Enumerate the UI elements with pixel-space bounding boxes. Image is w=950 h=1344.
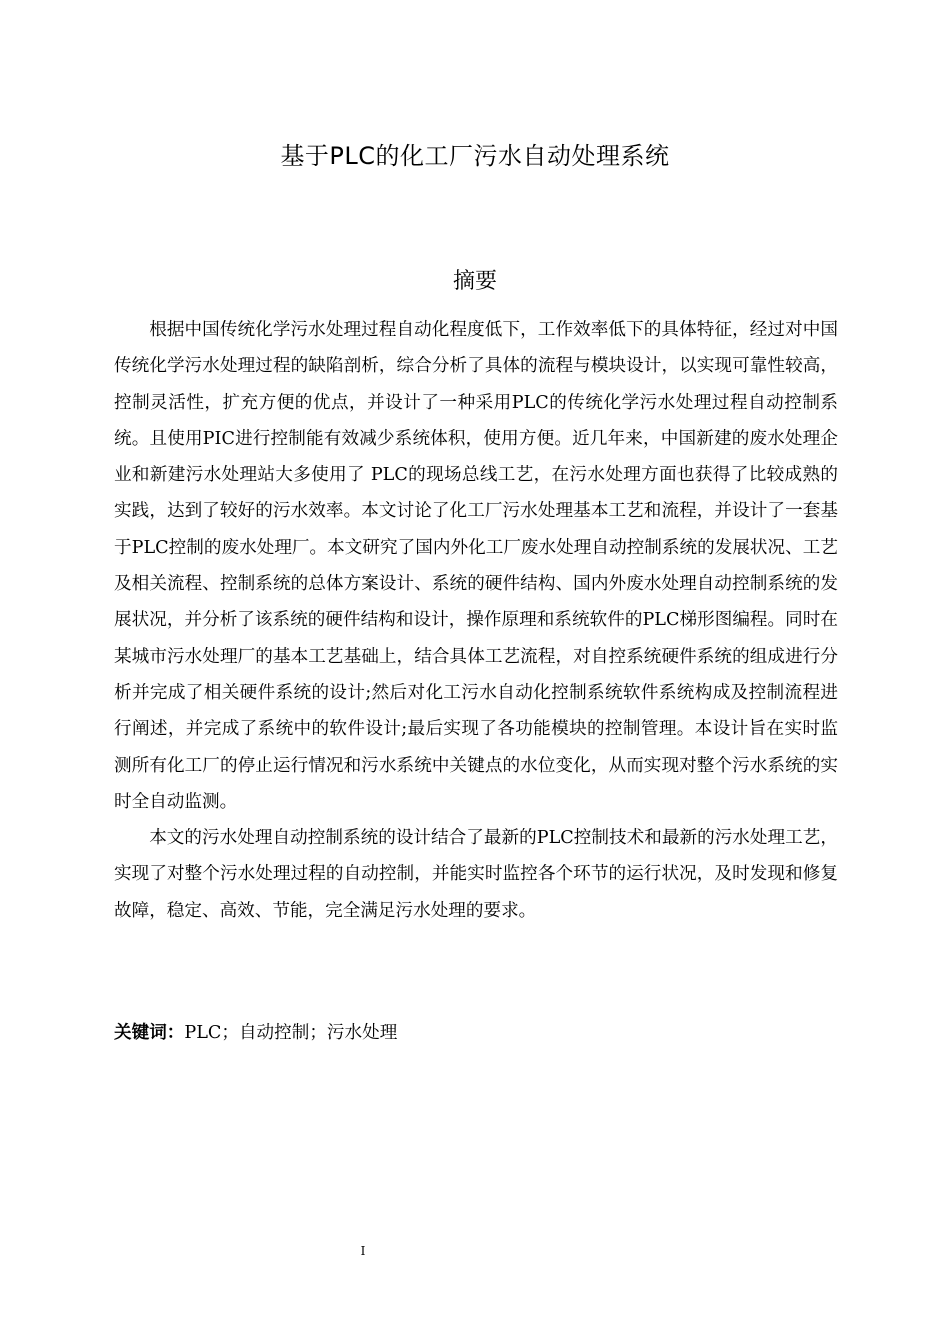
document-title: 基于PLC的化工厂污水自动处理系统 bbox=[280, 142, 670, 170]
page-number: I bbox=[360, 1244, 366, 1258]
abstract-body bbox=[114, 312, 838, 929]
keywords-value: PLC；自动控制；污水处理 bbox=[184, 1023, 398, 1043]
keywords-line bbox=[114, 1018, 397, 1048]
abstract-paragraph: 本文的污水处理自动控制系统的设计结合了最新的PLC控制技术和最新的污水处理工艺，实现了对整个污水处理过程的自动控制，并能实时监控各个环节的运行状况，及时发现和修复故障，稳定、高效、节能，完全满足污水处理的要求。 bbox=[114, 828, 838, 921]
abstract-heading: 摘要 bbox=[452, 269, 497, 294]
keywords-label: 关键词： bbox=[114, 1023, 185, 1043]
abstract-paragraph: 根据中国传统化学污水处理过程自动化程度低下，工作效率低下的具体特征，经过对中国传统化学污水处理过程的缺陷剖析，综合分析了具体的流程与模块设计，以实现可靠性较高，控制灵活性，扩充方便的优点，并设计了一种采用PLC的传统化学污水处理过程自动控制系统。且使用PIC进行控制能有效减少系统体积，使用方便。近几年来，中国新建的废水处理企业和新建污水处理站大多使用了 PLC的现场总线工艺，在污水处理方面也获得了比较成熟的实践，达到了较好的污水效率。本文讨论了化工厂污水处理基本工艺和流程，并设计了一套基于PLC控制的废水处理厂。本文研究了国内外化工厂废水处理自动控制系统的发展状况、工艺及相关流程、控制系统的总体方案设计、系统的硬件结构、国内外废水处理自动控制系统的发展状况，并分析了该系统的硬件结构和设计，操作原理和系统软件的PLC梯形图编程。同时在某城市污水处理厂的基本工艺基础上，结合具体工艺流程，对自控系统硬件系统的组成进行分析并完成了相关硬件系统的设计;然后对化工污水自动化控制系统软件系统构成及控制流程进行阐述，并完成了系统中的软件设计;最后实现了各功能模块的控制管理。本设计旨在实时监测所有化工厂的停止运行情况和污水系统中关键点的水位变化，从而实现对整个污水系统的实时全自动监测。 bbox=[114, 320, 838, 812]
